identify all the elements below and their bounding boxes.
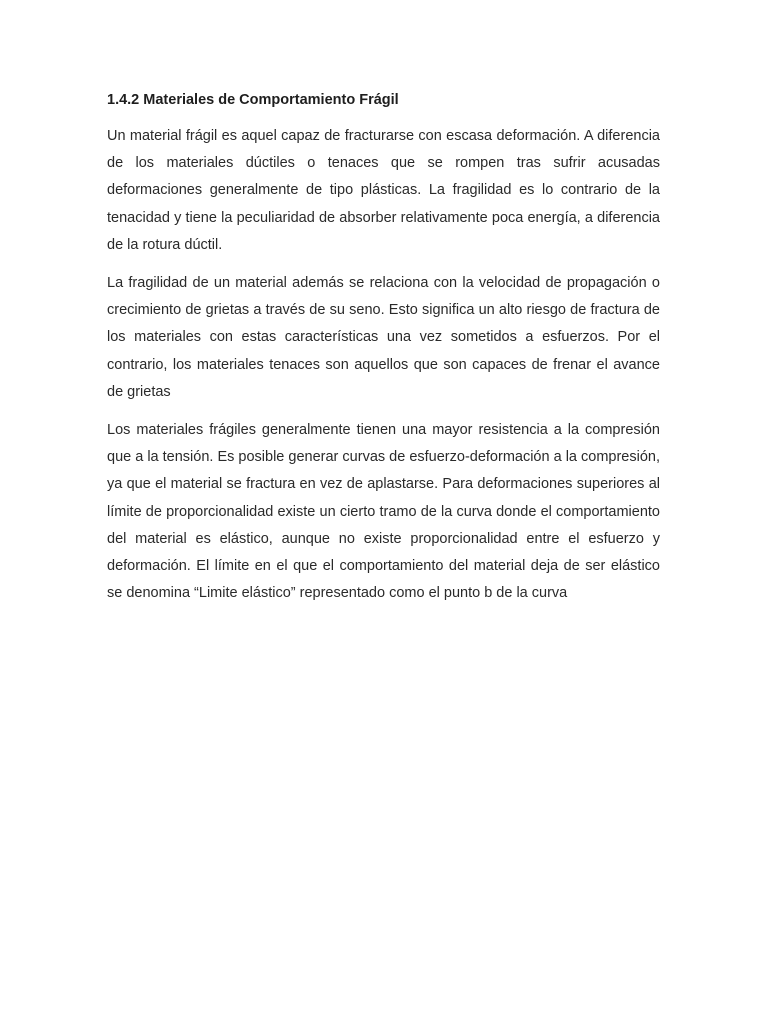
document-body <box>107 90 660 618</box>
paragraph-2: La fragilidad de un material además se relaciona con la velocidad de propagación o crecimiento de grietas a través de su seno. Esto significa un alto riesgo de fractura de los materiales con estas características una vez sometidos a esfuerzos. Por el contrario, los materiales tenaces son aquellos que son capaces de frenar el avance de grietas <box>107 275 660 400</box>
paragraph-3: Los materiales frágiles generalmente tienen una mayor resistencia a la compresión que a la tensión. Es posible generar curvas de esfuerzo-deformación a la compresión, ya que el material se fractura en vez de aplastarse. Para deformaciones superiores al límite de proporcionalidad existe un cierto tramo de la curva donde el comportamiento del material es elástico, aunque no existe proporcionalidad entre el esfuerzo y deformación. El límite en el que el comportamiento del material deja de ser elástico se denomina “Limite elástico” representado como el punto b de la curva <box>107 422 660 602</box>
paragraph-1: Un material frágil es aquel capaz de fracturarse con escasa deformación. A diferencia de los materiales dúctiles o tenaces que se rompen tras sufrir acusadas deformaciones generalmente de tipo plásticas. La fragilidad es lo contrario de la tenacidad y tiene la peculiaridad de absorber relativamente poca energía, a diferencia de la rotura dúctil. <box>107 128 660 253</box>
section-heading: 1.4.2 Materiales de Comportamiento Frágil <box>107 92 399 108</box>
